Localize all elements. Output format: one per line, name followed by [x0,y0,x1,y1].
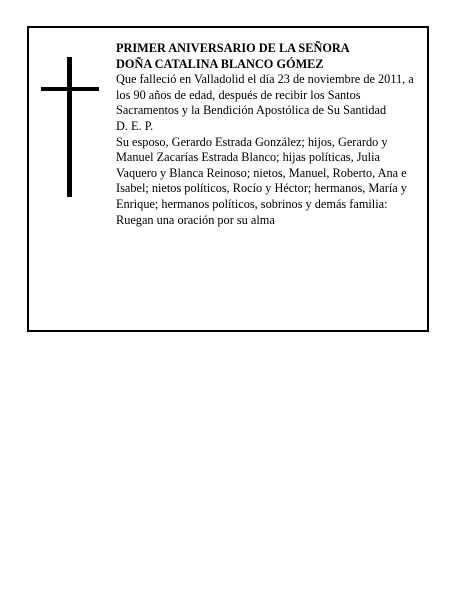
obituary-notice-box [27,26,429,332]
notice-heading-line1: PRIMER ANIVERSARIO DE LA SEÑORA [116,41,350,55]
closing-prayer: Ruegan una oración por su alma [116,212,275,227]
family-list: Su esposo, Gerardo Estrada González; hijos, Gerardo y Manuel Zacarías Estrada Blanco; hijas políticas, Julia Vaquero y Blanca Reinoso; nietos, Manuel, Roberto, Ana e Isabel; nietos políticos, Rocío y Héctor; hermanos, María y Enrique; hermanos políticos, sobrinos y demás familia: [116,134,407,211]
latin-cross-icon [41,57,99,197]
cross-vertical-bar [67,57,72,197]
notice-heading-line2: DOÑA CATALINA BLANCO GÓMEZ [116,56,324,71]
death-info: Que falleció en Valladolid el día 23 de noviembre de 2011, a los 90 años de edad, después de recibir los Santos Sacramentos y la Bendición Apostólica de Su Santidad [116,72,414,118]
cross-horizontal-bar [41,87,99,91]
rip-text: D. E. P. [116,118,154,133]
obituary-text [116,41,422,228]
